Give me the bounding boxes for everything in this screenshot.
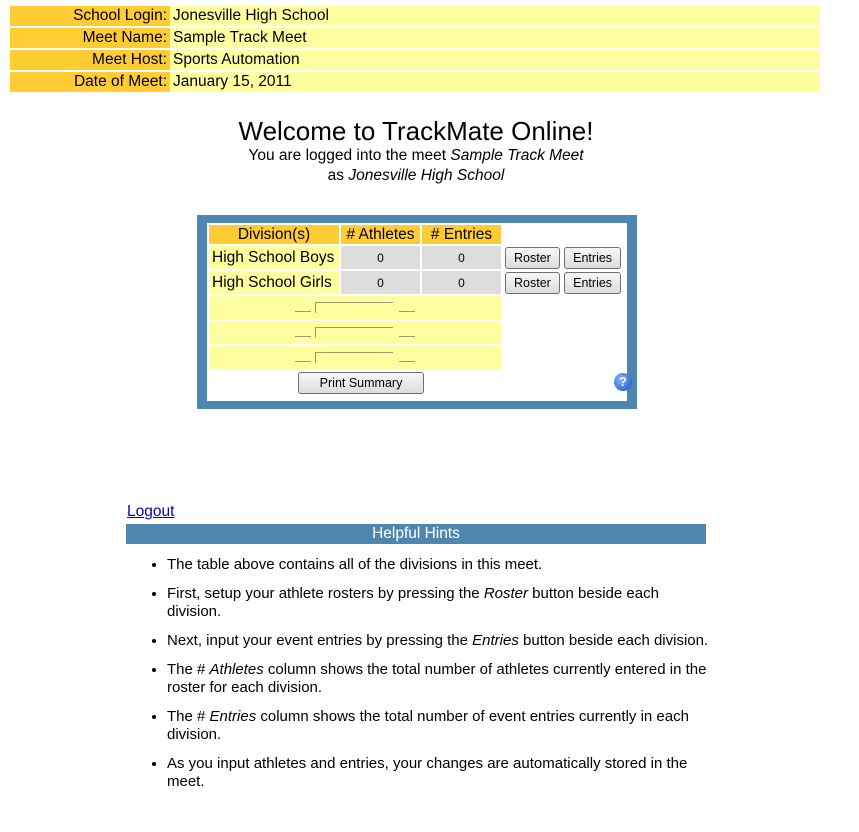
hint-item	[167, 755, 716, 791]
athlete-count: 0	[341, 271, 420, 294]
meet-info-row-date	[10, 72, 820, 92]
empty-division-placeholder	[209, 346, 501, 369]
entries-column-header: # Entries	[422, 225, 501, 244]
hint-text: The #	[167, 661, 210, 678]
hint-text-tail: column shows the total number of event entries currently in each division.	[167, 708, 689, 743]
empty-division-row	[209, 346, 621, 369]
school-login-label: School Login:	[10, 6, 170, 26]
hint-item	[167, 632, 716, 650]
meet-host-label: Meet Host:	[10, 50, 170, 70]
hint-text-tail: button beside each division.	[518, 632, 709, 649]
logged-in-school: Jonesville High School	[348, 167, 505, 184]
placeholder-line-graphic	[295, 302, 415, 312]
empty-actions	[503, 321, 621, 344]
hint-emphasis: Entries	[472, 632, 519, 649]
hint-text: Next, input your event entries by pressing the	[167, 632, 473, 649]
logged-in-prefix: You are logged into the meet	[248, 147, 451, 164]
actions-column-header	[503, 225, 621, 244]
question-mark-icon[interactable]: ?	[614, 373, 632, 391]
hint-emphasis: Athletes	[209, 661, 264, 678]
hint-emphasis: Entries	[209, 708, 257, 725]
athlete-count: 0	[341, 246, 420, 269]
logged-in-meet: Sample Track Meet	[450, 147, 584, 164]
division-column-header: Division(s)	[209, 225, 339, 244]
page-title: Welcome to TrackMate Online!	[238, 116, 594, 146]
empty-division-row	[209, 321, 621, 344]
empty-actions	[503, 346, 621, 369]
entry-count: 0	[422, 246, 501, 269]
logged-in-as-line	[0, 166, 832, 186]
placeholder-line-graphic	[295, 327, 415, 337]
division-row	[209, 271, 621, 294]
meet-date-label: Date of Meet:	[10, 72, 170, 92]
placeholder-line-graphic	[295, 352, 415, 362]
hint-text-tail: button beside each division.	[167, 585, 659, 620]
print-summary-button[interactable]: Print Summary	[298, 372, 424, 394]
hint-text: The #	[167, 708, 210, 725]
entry-count: 0	[422, 271, 501, 294]
helpful-hints-list	[126, 556, 716, 802]
entries-button[interactable]: Entries	[564, 272, 621, 294]
meet-name-value: Sample Track Meet	[170, 28, 820, 48]
athletes-column-header: # Athletes	[341, 225, 420, 244]
hint-text: As you input athletes and entries, your changes are automatically stored in the meet.	[167, 755, 688, 790]
meet-date-value: January 15, 2011	[170, 72, 820, 92]
division-name: High School Boys	[209, 246, 339, 269]
hint-text-tail: column shows the total number of athletes currently entered in the roster for each division.	[167, 661, 707, 696]
meet-info-row-school	[10, 6, 820, 26]
divisions-table	[207, 223, 623, 371]
meet-info-row-host	[10, 50, 820, 70]
divisions-panel	[197, 215, 637, 409]
meet-info-table	[10, 4, 820, 94]
hint-item	[167, 556, 716, 574]
divisions-header-row	[209, 225, 621, 244]
meet-host-value: Sports Automation	[170, 50, 820, 70]
logged-in-line	[0, 146, 832, 166]
meet-info-row-meet	[10, 28, 820, 48]
hint-text: First, setup your athlete rosters by pressing the	[167, 585, 484, 602]
empty-division-placeholder	[209, 296, 501, 319]
empty-division-placeholder	[209, 321, 501, 344]
empty-division-row	[209, 296, 621, 319]
division-name: High School Girls	[209, 271, 339, 294]
logged-in-as-prefix: as	[327, 167, 349, 184]
division-actions	[503, 271, 621, 294]
divisions-panel-inner	[207, 223, 627, 401]
entries-button[interactable]: Entries	[564, 247, 621, 269]
school-login-value: Jonesville High School	[170, 6, 820, 26]
division-actions	[503, 246, 621, 269]
logout-link[interactable]: Logout	[127, 503, 175, 520]
hint-item	[167, 708, 716, 744]
welcome-section	[0, 116, 832, 186]
roster-button[interactable]: Roster	[505, 247, 560, 269]
helpful-hints-header: Helpful Hints	[126, 524, 706, 544]
hint-item	[167, 661, 716, 697]
hint-item	[167, 585, 716, 621]
hint-text: The table above contains all of the divisions in this meet.	[167, 556, 543, 573]
roster-button[interactable]: Roster	[505, 272, 560, 294]
hint-emphasis: Roster	[483, 585, 528, 602]
empty-actions	[503, 296, 621, 319]
division-row	[209, 246, 621, 269]
meet-name-label: Meet Name:	[10, 28, 170, 48]
